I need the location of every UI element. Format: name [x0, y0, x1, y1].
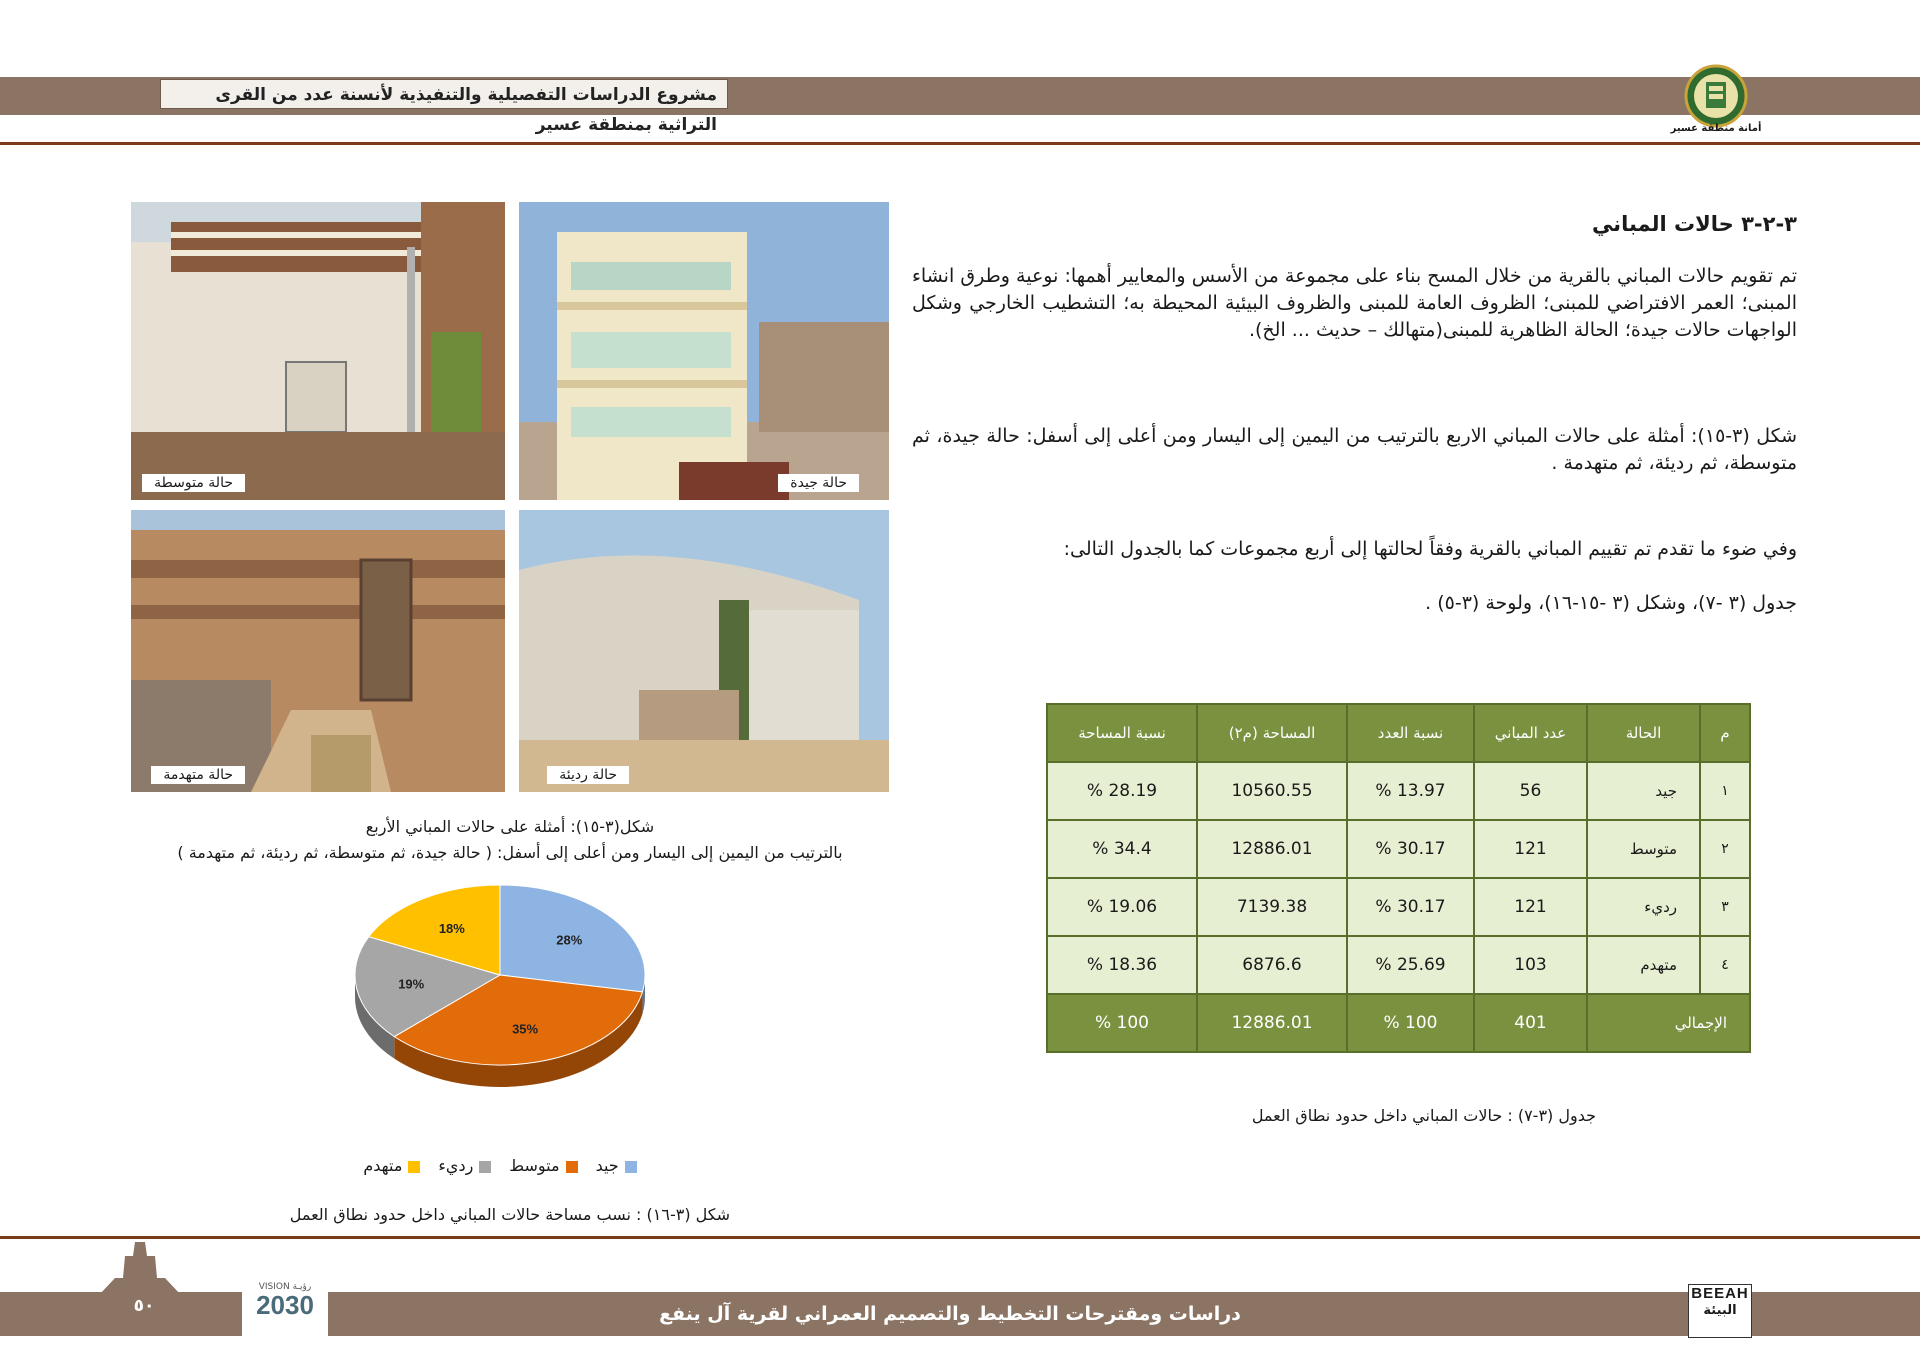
legend-label-ruined: متهدم	[363, 1156, 403, 1175]
table-header: عدد المباني	[1474, 704, 1587, 762]
table-cell: الإجمالي	[1587, 994, 1750, 1052]
legend-label-medium: متوسط	[509, 1156, 560, 1175]
table-cell: 401	[1474, 994, 1587, 1052]
paragraph-3: وفي ضوء ما تقدم تم تقييم المباني بالقرية وفقاً لحالتها إلى أربع مجموعات كما بالجدول التالى:	[1063, 538, 1797, 560]
photo-label-poor: حالة رديئة	[547, 766, 629, 784]
header-rule	[0, 142, 1920, 145]
table-cell: 12886.01	[1197, 994, 1347, 1052]
header-title: مشروع الدراسات التفصيلية والتنفيذية لأنسنة عدد من القرى التراثية بمنطقة عسير	[160, 79, 728, 109]
table-header: م	[1700, 704, 1750, 762]
table-cell: 100 %	[1347, 994, 1474, 1052]
legend-item-good	[596, 1156, 637, 1175]
table-cell: متوسط	[1587, 820, 1700, 878]
table-cell: 56	[1474, 762, 1587, 820]
legend-swatch-medium	[566, 1161, 578, 1173]
table-cell: 34.4 %	[1047, 820, 1197, 878]
pie-data-label: 18%	[438, 920, 465, 936]
paragraph-4: جدول (٣ -٧)، وشكل (٣ -١٥-١٦)، ولوحة (٣-٥) .	[1425, 592, 1797, 614]
table-cell: 10560.55	[1197, 762, 1347, 820]
table-cell: 100 %	[1047, 994, 1197, 1052]
pie-data-label: 35%	[512, 1021, 539, 1037]
table-cell: رديء	[1587, 878, 1700, 936]
photo-label-ruined: حالة متهدمة	[151, 766, 245, 784]
beeah-logo	[1688, 1284, 1752, 1338]
table-cell: ٢	[1700, 820, 1750, 878]
table-header: المساحة (م٢)	[1197, 704, 1347, 762]
photo-label-medium: حالة متوسطة	[142, 474, 245, 492]
building-condition-table	[1046, 703, 1751, 1053]
photo-good-condition	[519, 202, 889, 500]
vision-label: VISION رؤيـة	[258, 1282, 312, 1292]
legend-item-medium	[509, 1156, 577, 1175]
table-row	[1047, 762, 1750, 820]
table-total-row	[1047, 994, 1750, 1052]
table-cell: 121	[1474, 820, 1587, 878]
table-cell: 6876.6	[1197, 936, 1347, 994]
beeah-logo-en: BEEAH	[1691, 1285, 1749, 1302]
table-cell: 12886.01	[1197, 820, 1347, 878]
pie-caption: شكل (٣-١٦) : نسب مساحة حالات المباني داخل حدود نطاق العمل	[289, 1205, 730, 1224]
photo-medium-condition	[131, 202, 505, 500]
photos-caption-line-1: شكل(٣-١٥): أمثلة على حالات المباني الأربع	[365, 817, 655, 836]
table-header-row	[1047, 704, 1750, 762]
table-cell: ٤	[1700, 936, 1750, 994]
page-number: ٥٠	[133, 1296, 155, 1316]
pie-data-label: 19%	[398, 976, 425, 992]
table-row	[1047, 878, 1750, 936]
table-cell: ١	[1700, 762, 1750, 820]
photo-poor-condition	[519, 510, 889, 792]
photos-caption-line-2: بالترتيب من اليمين إلى اليسار ومن أعلى إلى أسفل: ( حالة جيدة، ثم متوسطة، ثم رديئة، ثم متهدمة )	[177, 843, 843, 862]
photos-caption	[130, 814, 890, 866]
table-row	[1047, 936, 1750, 994]
legend-swatch-poor	[479, 1161, 491, 1173]
photo-ruined-condition	[131, 510, 505, 792]
paragraph-2: شكل (٣-١٥): أمثلة على حالات المباني الاربع بالترتيب من اليمين إلى اليسار ومن أعلى إلى أسفل: حالة جيدة، ثم متوسطة، ثم رديئة، ثم متهدمة .	[912, 425, 1797, 474]
table-header: الحالة	[1587, 704, 1700, 762]
table-cell: 18.36 %	[1047, 936, 1197, 994]
table-cell: 13.97 %	[1347, 762, 1474, 820]
table-cell: 28.19 %	[1047, 762, 1197, 820]
table-cell: 121	[1474, 878, 1587, 936]
vision-year: 2030	[256, 1290, 314, 1320]
logo-caption: أمانة منطقة عسير	[1670, 123, 1762, 134]
section-heading: ٣-٢-٣ حالات المباني	[1591, 212, 1797, 236]
table-caption: جدول (٣-٧) : حالات المباني داخل حدود نطاق العمل	[1251, 1106, 1596, 1125]
table-cell: 25.69 %	[1347, 936, 1474, 994]
table-cell: 30.17 %	[1347, 820, 1474, 878]
legend-item-poor	[438, 1156, 491, 1175]
photo-label-good: حالة جيدة	[778, 474, 859, 492]
pie-legend	[340, 1156, 660, 1175]
table-cell: متهدم	[1587, 936, 1700, 994]
footer-rule	[0, 1236, 1920, 1239]
footer-title: دراسات ومقترحات التخطيط والتصميم العمراني لقرية آل ينفع	[659, 1303, 1241, 1325]
table-cell: جيد	[1587, 762, 1700, 820]
table-header: نسبة المساحة	[1047, 704, 1197, 762]
table-cell: 7139.38	[1197, 878, 1347, 936]
legend-swatch-ruined	[408, 1161, 420, 1173]
legend-label-poor: رديء	[438, 1156, 474, 1175]
table-row	[1047, 820, 1750, 878]
legend-label-good: جيد	[595, 1156, 619, 1175]
table-cell: ٣	[1700, 878, 1750, 936]
beeah-logo-ar: البيئة	[1703, 1303, 1737, 1318]
vision-2030-logo	[242, 1282, 328, 1340]
table-cell: 30.17 %	[1347, 878, 1474, 936]
area-pie-chart	[340, 880, 660, 1100]
legend-swatch-good	[625, 1161, 637, 1173]
legend-item-ruined	[363, 1156, 420, 1175]
heritage-tower-icon	[95, 1238, 185, 1294]
table-cell: 19.06 %	[1047, 878, 1197, 936]
paragraph-1: تم تقويم حالات المباني بالقرية من خلال المسح بناء على مجموعة من الأسس والمعايير أهمها: نوعية وطرق انشاء المبنى؛ العمر الافتراضي للمبنى؛ الظروف العامة للمبنى والظروف البيئية المحيطة به؛ التشطيب الخارجي وشكل الواجهات حالات جيدة؛ الحالة الظاهرية للمبنى(متهالك – حديث ... الخ).	[912, 265, 1797, 341]
pie-data-label: 28%	[556, 932, 583, 948]
table-cell: 103	[1474, 936, 1587, 994]
table-header: نسبة العدد	[1347, 704, 1474, 762]
